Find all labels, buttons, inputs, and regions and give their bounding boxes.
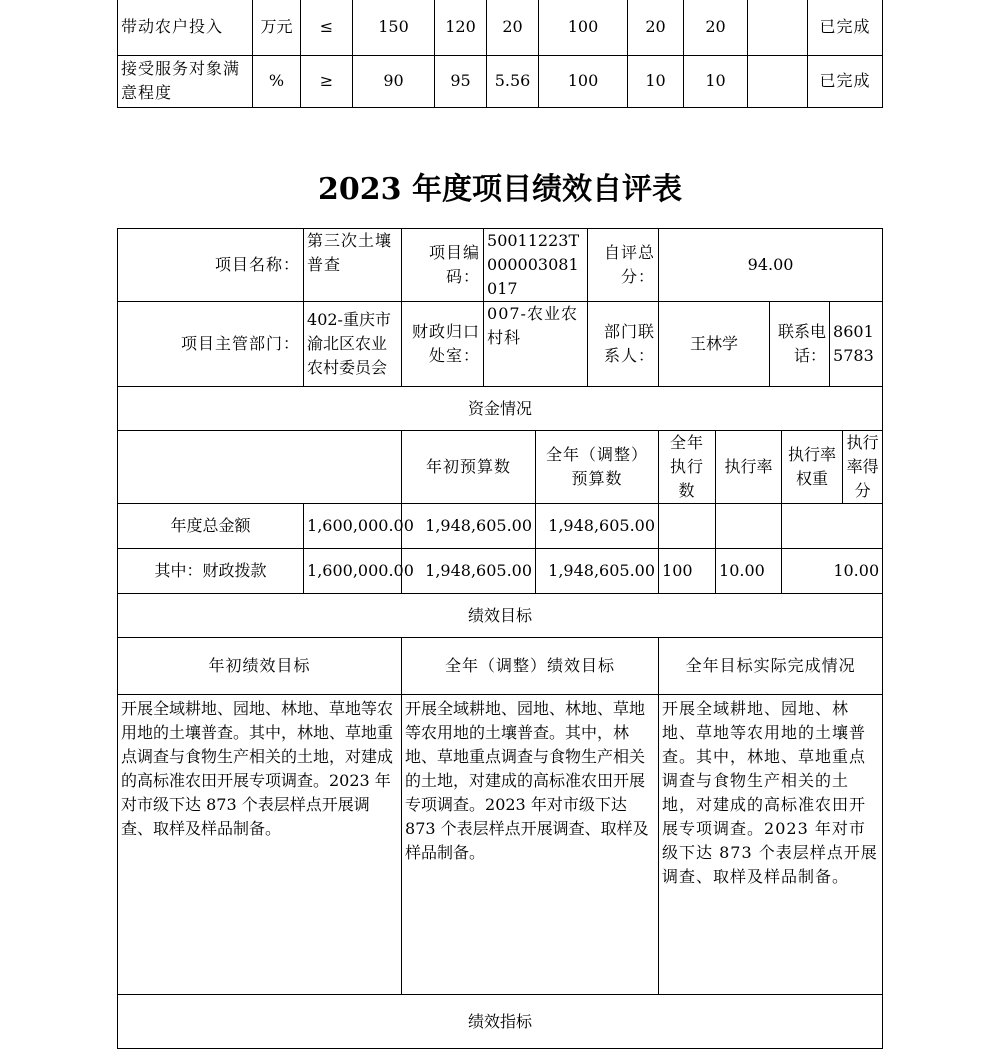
blank-cell [118,431,402,504]
funds-executed: 1,948,605.00 [536,549,659,594]
funds-rate: 100 [659,549,716,594]
contact-person: 王林学 [659,302,770,387]
table-row [118,229,883,302]
score-label: 自评总分： [588,229,659,302]
indicator-value: 100 [539,0,628,55]
table-row [118,594,883,638]
finance-label: 财政归口处室： [402,302,484,387]
table-row [118,504,883,549]
indicator-value: 20 [684,0,748,55]
indicator-value: 5.56 [487,55,539,107]
funds-header: 年初预算数 [402,431,536,504]
indicator-operator: ≤ [301,0,353,55]
phone-label: 联系电话： [770,302,830,387]
indicator-status: 已完成 [808,0,883,55]
project-name: 第三次土壤普查 [304,229,402,302]
funds-row-label: 年度总金额 [118,504,304,549]
table-row [118,549,883,594]
goals-header: 全年目标实际完成情况 [659,638,883,695]
self-score: 94.00 [659,229,883,302]
indicator-status: 已完成 [808,55,883,107]
goal-actual-text: 开展全域耕地、园地、林地、草地等农用地的土壤普查。其中，林地、草地重点调查与食物生产相关的土地，对建成的高标准农田开展专项调查。2023 年对市级下达 873 个表层样点开展调查、取样及样品制备。 [659,695,883,995]
funds-budget: 1,600,000.00 [304,504,402,549]
contact-label: 部门联系人： [588,302,659,387]
indicator-table-continued [117,0,883,108]
funds-header: 执行率 [716,431,782,504]
indicator-value: 100 [539,55,628,107]
indicator-name: 带动农户投入 [118,0,253,55]
funds-weight: 10.00 [716,549,782,594]
indicator-value: 150 [353,0,435,55]
indicator-value: 90 [353,55,435,107]
funds-header: 全年（调整）预算数 [536,431,659,504]
project-code-label: 项目编码： [402,229,484,302]
indicator-value [748,0,808,55]
table-row [118,995,883,1049]
indicator-value: 20 [487,0,539,55]
project-name-label: 项目名称： [118,229,304,302]
indicator-value [748,55,808,107]
funds-header: 执行率得分 [843,431,883,504]
project-code: 50011223T000003081017 [484,229,588,302]
finance-office: 007-农业农村科 [484,302,588,387]
table-row [118,302,883,387]
dept: 402-重庆市渝北区农业农村委员会 [304,302,402,387]
indicator-unit: 万元 [253,0,301,55]
dept-label: 项目主管部门： [118,302,304,387]
goals-header: 全年（调整）绩效目标 [402,638,659,695]
funds-rate [659,504,716,549]
table-row [118,638,883,695]
table-row [118,55,883,107]
funds-budget: 1,600,000.00 [304,549,402,594]
table-row [118,0,883,55]
table-row [118,387,883,431]
indicator-value: 10 [628,55,684,107]
goal-adjusted-text: 开展全域耕地、园地、林地、草地等农用地的土壤普查。其中，林地、草地重点调查与食物生产相关的土地，对建成的高标准农田开展专项调查。2023 年对市级下达 873 个表层样点开展调查、取样及样品制备。 [402,695,659,995]
funds-adjusted: 1,948,605.00 [402,549,536,594]
goal-initial-text: 开展全域耕地、园地、林地、草地等农用地的土壤普查。其中，林地、草地重点调查与食物生产相关的土地，对建成的高标准农田开展专项调查。2023 年对市级下达 873 个表层样点开展调查、取样及样品制备。 [118,695,402,995]
funds-score: 10.00 [782,549,883,594]
indicator-value: 10 [684,55,748,107]
funds-row-label: 其中：财政拨款 [118,549,304,594]
funds-executed: 1,948,605.00 [536,504,659,549]
table-row [118,431,883,504]
indicator-value: 95 [435,55,487,107]
indicator-name: 接受服务对象满意程度 [118,55,253,107]
page-title: 2023 年度项目绩效自评表 [318,172,682,207]
indicator-operator: ≥ [301,55,353,107]
funds-header: 全年执行数 [659,431,716,504]
indicator-value: 20 [628,0,684,55]
funds-section-title: 资金情况 [118,387,883,431]
indicator-unit: % [253,55,301,107]
funds-adjusted: 1,948,605.00 [402,504,536,549]
phone: 86015783 [830,302,883,387]
funds-weight [716,504,782,549]
goals-header: 年初绩效目标 [118,638,402,695]
indicators-section-title: 绩效指标 [118,995,883,1049]
funds-score [782,504,883,549]
goals-section-title: 绩效目标 [118,594,883,638]
table-row [118,695,883,995]
indicator-value: 120 [435,0,487,55]
evaluation-table [117,228,883,1049]
funds-header: 执行率权重 [782,431,843,504]
